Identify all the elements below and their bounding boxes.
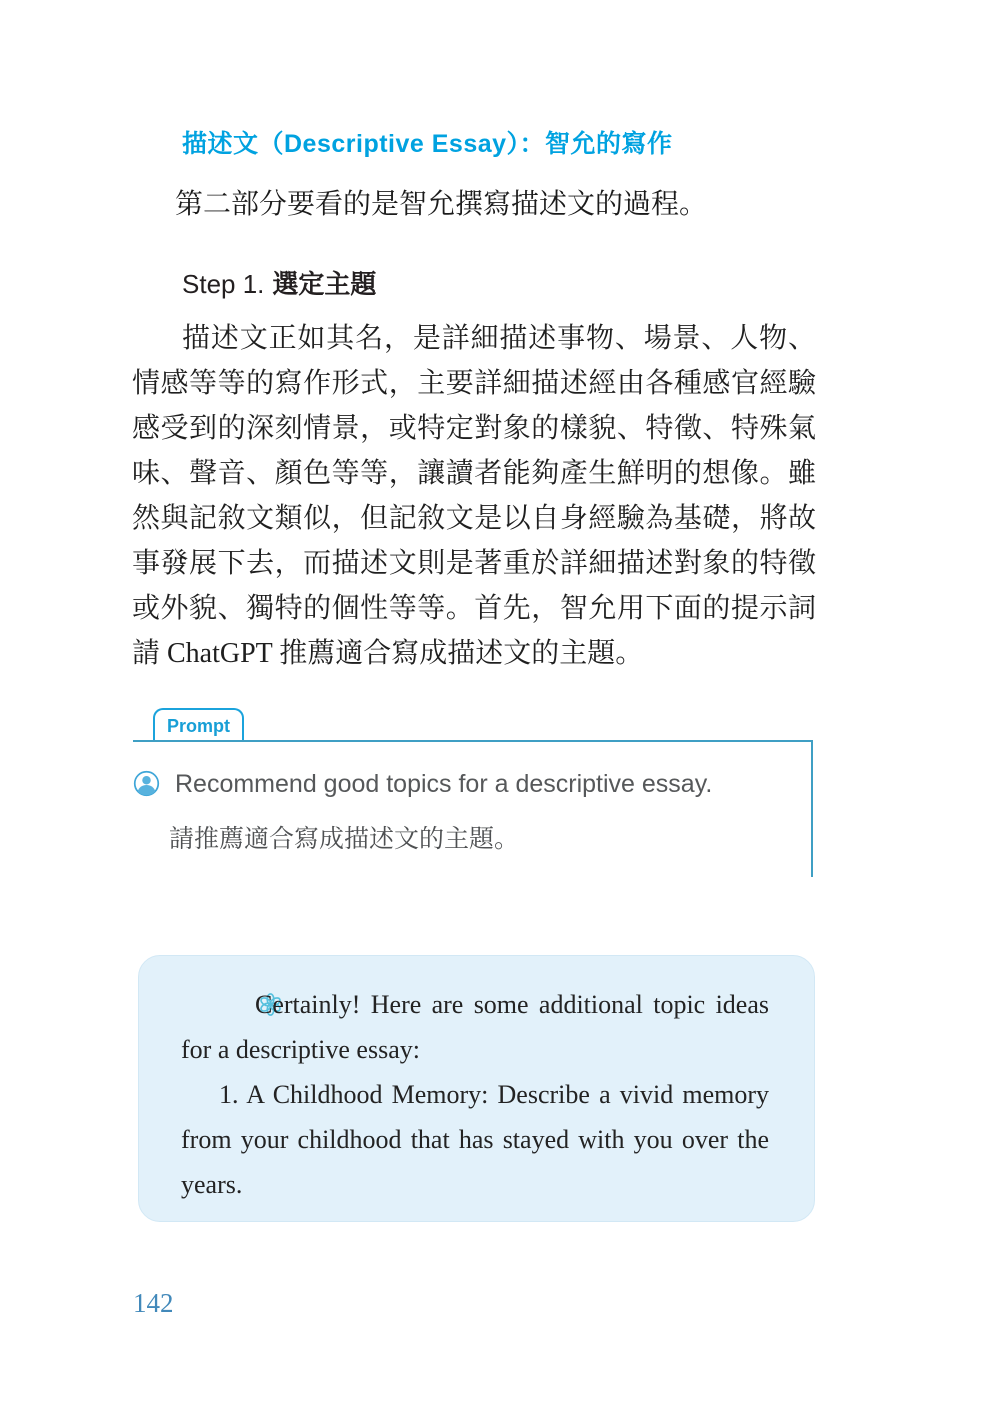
page-number: 142 <box>133 1288 174 1318</box>
prompt-user-line <box>133 742 813 800</box>
user-icon <box>133 770 160 797</box>
body-paragraph: 描述文正如其名，是詳細描述事物、場景、人物、情感等等的寫作形式，主要詳細描述經由各種感官經驗感受到的深刻情景，或特定對象的樣貌、特徵、特殊氣味、聲音、顏色等等，讓讀者能夠產生鮮明的想像。雖然與記敘文類似，但記敘文是以自身經驗為基礎，將故事發展下去，而描述文則是著重於詳細描述對象的特徵或外貌、獨特的個性等等。首先，智允用下面的提示詞請 ChatGPT 推薦適合寫成描述文的主題。 <box>132 323 816 669</box>
prompt-text-en: Recommend good topics for a descriptive essay. <box>175 770 713 798</box>
prompt-section <box>133 708 813 877</box>
section-intro: 第二部分要看的是智允撰寫描述文的過程。 <box>175 189 708 220</box>
prompt-box <box>133 740 813 877</box>
prompt-box-right-rule <box>811 742 813 877</box>
response-paragraph <box>181 982 769 1072</box>
response-text: 1. A Childhood Memory: Describe a vivid memory from your childhood that has stayed with you over the years. <box>181 1080 769 1199</box>
chatgpt-response-card <box>138 955 815 1222</box>
prompt-text-zh: 請推薦適合寫成描述文的主題。 <box>169 825 520 853</box>
step-heading <box>182 266 376 302</box>
response-text: Certainly! Here are some additional topic ideas for a descriptive essay: <box>181 990 769 1064</box>
response-paragraph <box>181 1072 769 1207</box>
chatgpt-icon <box>219 987 246 1014</box>
prompt-tab: Prompt <box>153 708 244 740</box>
step-title: 選定主題 <box>272 268 377 299</box>
section-title: 描述文（Descriptive Essay）：智允的寫作 <box>182 129 673 158</box>
step-label: Step 1. <box>182 268 265 299</box>
